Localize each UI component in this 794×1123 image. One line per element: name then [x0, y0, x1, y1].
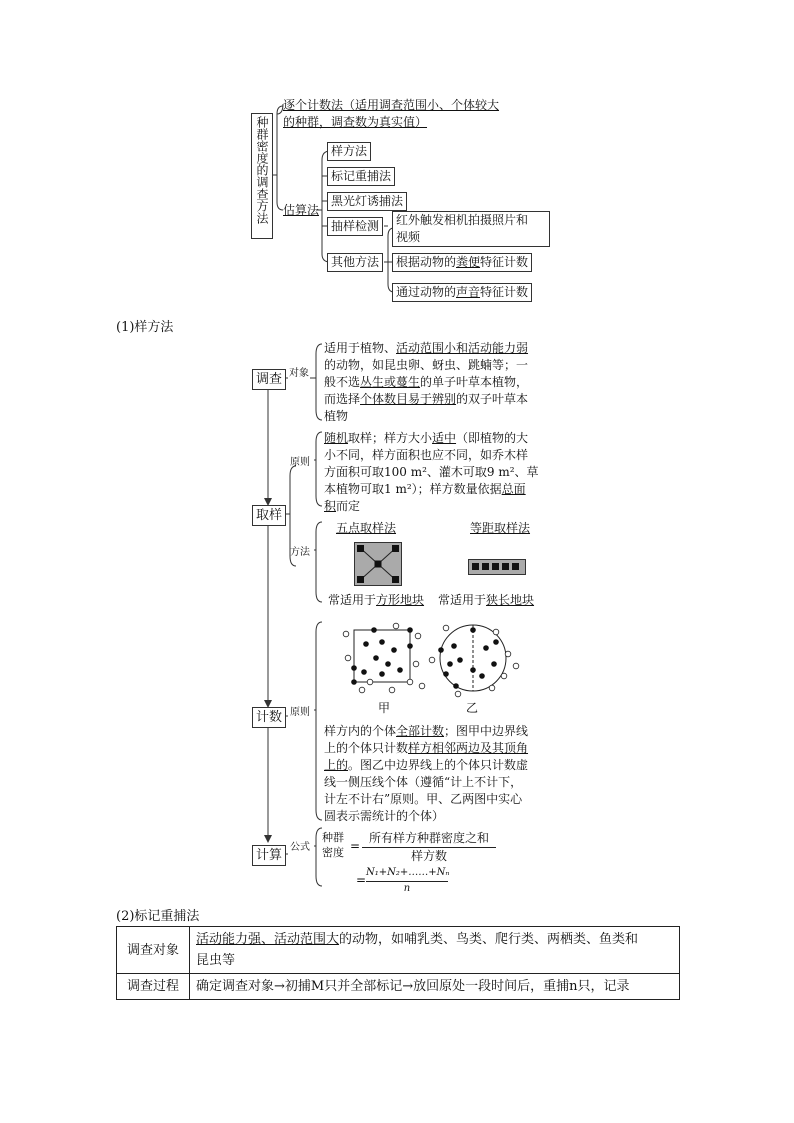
row2-content: 确定调查对象→初捕M只并全部标记→放回原处一段时间后，重捕n只，记录	[190, 974, 680, 1000]
obj-l3b: 的单子叶草本植物，	[420, 375, 529, 389]
ct-l3u: 上的	[324, 758, 349, 772]
pr-l1u2: 适中	[432, 431, 457, 445]
count-text	[324, 723, 544, 825]
obj-l5: 植物	[324, 409, 349, 423]
formula-lab2: 密度	[322, 846, 344, 859]
obj-l4b: 的双子叶草本	[456, 392, 529, 406]
ct-l1b: ；图甲中边界线	[444, 724, 529, 738]
method-mark-recapture: 标记重捕法	[327, 167, 395, 186]
label-yuanze2: 原则	[290, 707, 310, 718]
row1-a: 的动物，如哺乳类、鸟类、爬行类、两栖类、鱼类和	[339, 932, 639, 947]
method-sampling: 抽样检测	[327, 217, 383, 236]
obj-l4u: 个体数目易于辨别	[360, 392, 457, 406]
obj-l3u: 丛生或蔓生	[360, 375, 421, 389]
formula-label	[322, 830, 344, 860]
obj-l1: 适用于植物、	[324, 341, 397, 355]
label-yuanze1: 原则	[290, 457, 310, 468]
ct-l4: 线一侧压线个体（遵循“计上不计下，	[324, 775, 523, 789]
fig-yi-label: 乙	[466, 701, 479, 715]
option-sound	[392, 283, 532, 302]
pr-l1b: （即植物的大	[456, 431, 529, 445]
method-light-trap: 黑光灯诱捕法	[327, 192, 407, 211]
label-gongshi: 公式	[290, 842, 310, 853]
fang-suitable	[328, 592, 424, 609]
formula-den1: 样方数	[410, 849, 447, 863]
label-fangfa: 方法	[290, 547, 310, 558]
ct-l3b: 。图乙中边界线上的个体只计数虚	[348, 758, 529, 772]
formula-fraction2	[366, 864, 448, 896]
pr-l2: 小不同，样方面积也应不同，如乔木样	[324, 448, 529, 462]
formula-num1: 所有样方种群密度之和	[362, 830, 496, 848]
option-camera-line1: 红外触发相机拍摄照片和	[396, 213, 529, 227]
sound-post: 特征计数	[480, 285, 529, 299]
formula-lab1: 种群	[322, 831, 344, 844]
pr-l1u: 随机	[324, 431, 349, 445]
dengju-title: 等距取样法	[470, 521, 531, 535]
xia-suitable	[438, 592, 534, 609]
object-text	[324, 340, 544, 425]
row1-u: 活动能力强、活动范围大	[196, 932, 340, 947]
xia-pre: 常适用于	[438, 593, 487, 607]
option-camera	[392, 211, 550, 247]
pr-l1a: 取样；样方大小	[348, 431, 433, 445]
zhuge-line2: 的种群，调查数为真实值）	[283, 115, 428, 129]
zhuge-line1: 逐个计数法（适用调查范围小、个体较大	[283, 98, 500, 112]
step-jishu: 计数	[252, 707, 286, 728]
sound-u: 声音	[456, 285, 481, 299]
option-camera-line2: 视频	[396, 230, 421, 244]
pr-l4u: 总面	[501, 482, 526, 496]
root-box	[251, 113, 273, 239]
formula-num2: N₁+N₂+……+Nₙ	[366, 864, 448, 882]
ct-l1a: 样方内的个体	[324, 724, 397, 738]
root-label: 种群密度的调查方法	[255, 116, 269, 224]
pr-l3: 方面积可取100 m²、灌木可取9 m²、草	[324, 465, 539, 479]
xia-u: 狭长地块	[486, 593, 535, 607]
sound-pre: 通过动物的	[396, 285, 457, 299]
formula-fraction1	[362, 830, 496, 865]
principle-text	[324, 430, 544, 515]
method-quadrat: 样方法	[327, 142, 371, 161]
feces-u: 粪便	[456, 255, 481, 269]
formula-den2: n	[403, 883, 411, 894]
table-row	[117, 927, 680, 974]
five-point-diagram	[354, 542, 402, 586]
fang-u: 方形地块	[376, 593, 425, 607]
ct-l1u: 全部计数	[396, 724, 445, 738]
fig-jia-label: 甲	[378, 701, 391, 715]
ct-l5: 计左不计右”原则。甲、乙两图中实心	[324, 792, 523, 806]
obj-l3a: 般不选	[324, 375, 361, 389]
ct-l6: 圆表示需统计的个体）	[324, 809, 445, 823]
pr-l4a: 本植物可取1 m²）；样方数量依据	[324, 482, 502, 496]
formula-eq2: =	[356, 873, 367, 887]
label-duixiang: 对象	[289, 368, 309, 379]
estimate-label: 估算法	[283, 203, 320, 217]
row2-label: 调查过程	[117, 974, 190, 1000]
row1-label: 调查对象	[117, 927, 190, 974]
row1-b: 昆虫等	[196, 953, 236, 968]
pr-l5u: 积	[324, 499, 337, 513]
section2-heading: (2)标记重捕法	[116, 909, 200, 924]
ct-l2a: 上的个体只计数	[324, 741, 409, 755]
ct-l2u: 样方相邻两边及其顶角	[408, 741, 529, 755]
obj-l4a: 而选择	[324, 392, 361, 406]
method-other: 其他方法	[327, 253, 383, 272]
step-diaocha: 调查	[252, 369, 286, 390]
tree-connectors	[0, 0, 794, 320]
zhuge-node	[283, 97, 521, 131]
obj-l2: 的动物，如昆虫卵、蚜虫、跳蝻等；一	[324, 358, 529, 372]
mark-recapture-table	[116, 926, 680, 1000]
wudian-title: 五点取样法	[336, 521, 397, 535]
formula-eq1: =	[350, 839, 361, 853]
step-jisuan: 计算	[252, 845, 286, 866]
count-figures	[336, 620, 526, 700]
step-quyang: 取样	[252, 505, 286, 526]
section1-heading: (1)样方法	[116, 320, 174, 335]
pr-l5b: 而定	[336, 499, 361, 513]
feces-post: 特征计数	[480, 255, 529, 269]
feces-pre: 根据动物的	[396, 255, 457, 269]
equidistant-diagram	[468, 559, 526, 575]
fang-pre: 常适用于	[328, 593, 377, 607]
row1-content	[190, 927, 680, 974]
option-feces	[392, 253, 532, 272]
table-row	[117, 974, 680, 1000]
obj-l1u: 活动范围小和活动能力弱	[396, 341, 529, 355]
